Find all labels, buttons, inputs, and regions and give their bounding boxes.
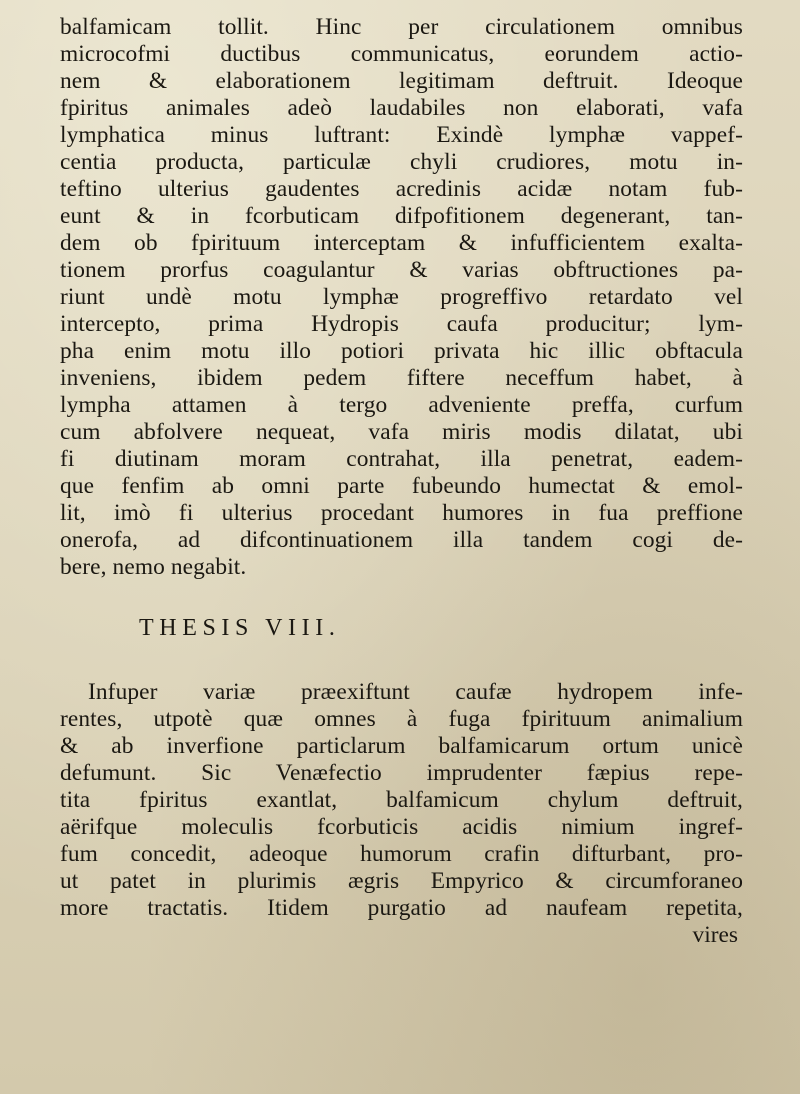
text-line: cum abfolvere nequeat, vafa miris modis dilatat, ubi (60, 419, 743, 445)
text-line: lymphatica minus luftrant: Exindè lymphæ vappef- (60, 122, 743, 148)
text-line: lympha attamen à tergo adveniente preffa, curfum (60, 392, 743, 418)
text-line: inveniens, ibidem pedem fiftere neceffum habet, à (60, 365, 743, 391)
text-line: defumunt. Sic Venæfectio imprudenter fæpius repe- (60, 760, 743, 786)
text-line: tita fpiritus exantlat, balfamicum chylum deftruit, (60, 787, 743, 813)
text-line: eunt & in fcorbuticam difpofitionem degenerant, tan- (60, 203, 743, 229)
text-line: dem ob fpirituum interceptam & infufficientem exalta- (60, 230, 743, 256)
text-line: more tractatis. Itidem purgatio ad naufeam repetita, (60, 895, 743, 921)
text-line: aërifque moleculis fcorbuticis acidis nimium ingref- (60, 814, 743, 840)
catchword: vires (692, 922, 738, 948)
paragraph-1 (60, 14, 743, 581)
text-line: teftino ulterius gaudentes acredinis acidæ notam fub- (60, 176, 743, 202)
paragraph-2 (60, 679, 743, 922)
text-line: balfamicam tollit. Hinc per circulationem omnibus (60, 14, 743, 40)
page-text (60, 14, 743, 949)
text-line: centia producta, particulæ chyli crudiores, motu in- (60, 149, 743, 175)
text-line: riunt undè motu lymphæ progreffivo retardato vel (60, 284, 743, 310)
text-line: tionem prorfus coagulantur & varias obftructiones pa- (60, 257, 743, 283)
text-line: que fenfim ab omni parte fubeundo humectat & emol- (60, 473, 743, 499)
text-line: fi diutinam moram contrahat, illa penetrat, eadem- (60, 446, 743, 472)
text-line: fpiritus animales adeò laudabiles non elaborati, vafa (60, 95, 743, 121)
text-line: rentes, utpotè quæ omnes à fuga fpirituum animalium (60, 706, 743, 732)
text-line: nem & elaborationem legitimam deftruit. Ideoque (60, 68, 743, 94)
text-line: Infuper variæ præexiftunt caufæ hydropem infe- (88, 679, 743, 705)
text-line: lit, imò fi ulterius procedant humores in fua preffione (60, 500, 743, 526)
text-line: microcofmi ductibus communicatus, eorundem actio- (60, 41, 743, 67)
text-line: pha enim motu illo potiori privata hic illic obftacula (60, 338, 743, 364)
text-line: ut patet in plurimis ægris Empyrico & circumforaneo (60, 868, 743, 894)
text-line: fum concedit, adeoque humorum crafin difturbant, pro- (60, 841, 743, 867)
text-line: bere, nemo negabit. (60, 554, 247, 580)
text-line: onerofa, ad difcontinuationem illa tandem cogi de- (60, 527, 743, 553)
text-line: & ab inverfione particlarum balfamicarum ortum unicè (60, 733, 743, 759)
text-line: intercepto, prima Hydropis caufa producitur; lym- (60, 311, 743, 337)
thesis-heading: THESIS VIII. (139, 615, 341, 641)
